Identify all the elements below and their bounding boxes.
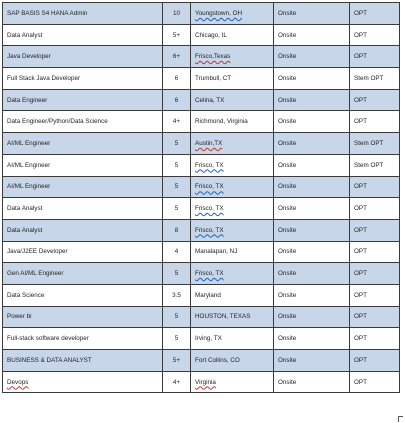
visa-cell — [350, 350, 400, 372]
visa-cell-text: OPT — [354, 96, 367, 104]
experience-cell-text: 6 — [174, 74, 179, 82]
visa-cell-text: OPT — [354, 118, 367, 126]
experience-cell-text: 5+ — [172, 31, 181, 39]
job-title-cell — [3, 219, 163, 241]
page-corner-mark — [398, 416, 403, 422]
job-title-cell — [3, 89, 163, 111]
table-row — [3, 111, 400, 133]
location-cell — [191, 154, 274, 176]
experience-cell — [163, 68, 191, 90]
work-mode-cell-text: Onsite — [278, 31, 297, 39]
work-mode-cell-text: Onsite — [278, 226, 297, 234]
location-cell — [191, 89, 274, 111]
experience-cell — [163, 111, 191, 133]
experience-cell-text: 4 — [174, 248, 179, 256]
experience-cell-text: 8 — [174, 226, 179, 234]
location-cell-text: Celina, TX — [195, 96, 225, 104]
work-mode-cell — [274, 154, 350, 176]
work-mode-cell — [274, 111, 350, 133]
visa-cell-text: Stem OPT — [354, 139, 384, 147]
work-mode-cell — [274, 219, 350, 241]
location-cell — [191, 328, 274, 350]
table-row — [3, 328, 400, 350]
work-mode-cell — [274, 3, 350, 25]
location-cell-text: Frisco, TX — [195, 161, 224, 169]
visa-cell — [350, 219, 400, 241]
table-row — [3, 24, 400, 46]
experience-cell-text: 6+ — [172, 53, 181, 61]
job-title-cell — [3, 263, 163, 285]
visa-cell — [350, 306, 400, 328]
visa-cell — [350, 89, 400, 111]
visa-cell — [350, 111, 400, 133]
experience-cell-text: 5 — [174, 205, 179, 213]
visa-cell — [350, 154, 400, 176]
table-row — [3, 176, 400, 198]
table-row — [3, 263, 400, 285]
location-cell-text: HOUSTON, TEXAS — [195, 313, 251, 321]
work-mode-cell — [274, 263, 350, 285]
location-cell — [191, 111, 274, 133]
job-title-cell — [3, 350, 163, 372]
work-mode-cell-text: Onsite — [278, 118, 297, 126]
job-title-cell — [3, 198, 163, 220]
job-title-cell-text: Power bi — [7, 313, 32, 321]
location-cell-text: Frisco, TX — [195, 270, 224, 278]
experience-cell — [163, 328, 191, 350]
job-title-cell-text: Data Science — [7, 291, 45, 299]
experience-cell-text: 5 — [174, 270, 179, 278]
job-openings-table — [2, 2, 400, 393]
work-mode-cell-text: Onsite — [278, 378, 297, 386]
location-cell-text: Trumbull, CT — [195, 74, 232, 82]
job-title-cell-text: Data Analyst — [7, 205, 43, 213]
work-mode-cell-text: Onsite — [278, 74, 297, 82]
location-cell-text: Richmond, Virginia — [195, 118, 248, 126]
work-mode-cell-text: Onsite — [278, 96, 297, 104]
location-cell — [191, 350, 274, 372]
work-mode-cell-text: Onsite — [278, 161, 297, 169]
experience-cell — [163, 176, 191, 198]
visa-cell — [350, 133, 400, 155]
table-row — [3, 198, 400, 220]
visa-cell — [350, 24, 400, 46]
job-title-cell-text: AI/ML Engineer — [7, 161, 51, 169]
location-cell-text: Chicago, IL — [195, 31, 227, 39]
job-title-cell — [3, 371, 163, 393]
work-mode-cell-text: Onsite — [278, 335, 297, 343]
work-mode-cell — [274, 284, 350, 306]
location-cell — [191, 219, 274, 241]
table-row — [3, 68, 400, 90]
location-cell-text: Frisco,Texas — [195, 53, 231, 61]
experience-cell — [163, 263, 191, 285]
visa-cell — [350, 328, 400, 350]
location-cell-text: Virginia — [195, 378, 216, 386]
work-mode-cell — [274, 68, 350, 90]
table-row — [3, 3, 400, 25]
job-title-cell — [3, 46, 163, 68]
work-mode-cell — [274, 89, 350, 111]
experience-cell — [163, 371, 191, 393]
table-row — [3, 284, 400, 306]
work-mode-cell-text: Onsite — [278, 9, 297, 17]
experience-cell-text: 5 — [174, 161, 179, 169]
visa-cell-text: Stem OPT — [354, 161, 384, 169]
visa-cell-text: OPT — [354, 378, 367, 386]
job-title-cell-text: AI/ML Engineer — [7, 139, 51, 147]
work-mode-cell — [274, 306, 350, 328]
visa-cell-text: OPT — [354, 335, 367, 343]
experience-cell-text: 5 — [174, 183, 179, 191]
job-title-cell-text: Gen AI/ML Engineer — [7, 270, 64, 278]
job-title-cell — [3, 68, 163, 90]
visa-cell — [350, 284, 400, 306]
location-cell-text: Frisco, TX — [195, 183, 224, 191]
work-mode-cell — [274, 198, 350, 220]
work-mode-cell-text: Onsite — [278, 248, 297, 256]
location-cell — [191, 24, 274, 46]
location-cell — [191, 3, 274, 25]
work-mode-cell — [274, 133, 350, 155]
experience-cell — [163, 219, 191, 241]
job-title-cell — [3, 3, 163, 25]
location-cell-text: Manalapan, NJ — [195, 248, 238, 256]
work-mode-cell-text: Onsite — [278, 270, 297, 278]
work-mode-cell-text: Onsite — [278, 291, 297, 299]
experience-cell — [163, 133, 191, 155]
visa-cell — [350, 176, 400, 198]
table-row — [3, 154, 400, 176]
visa-cell-text: OPT — [354, 205, 367, 213]
job-title-cell-text: Java Developer — [7, 53, 51, 61]
job-title-cell — [3, 24, 163, 46]
work-mode-cell — [274, 241, 350, 263]
location-cell-text: Youngstown, OH — [195, 9, 243, 17]
table-row — [3, 371, 400, 393]
location-cell — [191, 371, 274, 393]
experience-cell — [163, 350, 191, 372]
job-title-cell-text: Data Analyst — [7, 226, 43, 234]
experience-cell-text: 5 — [174, 139, 179, 147]
visa-cell-text: OPT — [354, 313, 367, 321]
work-mode-cell — [274, 24, 350, 46]
work-mode-cell-text: Onsite — [278, 139, 297, 147]
visa-cell — [350, 3, 400, 25]
experience-cell-text: 4+ — [172, 378, 181, 386]
job-title-cell-text: Data Analyst — [7, 31, 43, 39]
location-cell — [191, 133, 274, 155]
experience-cell — [163, 284, 191, 306]
visa-cell-text: OPT — [354, 31, 367, 39]
location-cell — [191, 176, 274, 198]
work-mode-cell — [274, 350, 350, 372]
table-row — [3, 350, 400, 372]
location-cell — [191, 46, 274, 68]
table-row — [3, 306, 400, 328]
table-row — [3, 241, 400, 263]
visa-cell — [350, 68, 400, 90]
experience-cell-text: 4+ — [172, 118, 181, 126]
location-cell-text: Maryland — [195, 291, 221, 299]
visa-cell-text: Stem OPT — [354, 74, 384, 82]
job-title-cell — [3, 328, 163, 350]
location-cell-text: Frisco, TX — [195, 205, 224, 213]
visa-cell-text: OPT — [354, 9, 367, 17]
job-title-cell — [3, 241, 163, 263]
location-cell — [191, 241, 274, 263]
experience-cell-text: 6 — [174, 96, 179, 104]
work-mode-cell-text: Onsite — [278, 356, 297, 364]
visa-cell — [350, 263, 400, 285]
visa-cell-text: OPT — [354, 291, 367, 299]
job-title-cell — [3, 111, 163, 133]
job-title-cell-text: Data Engineer/Python/Data Science — [7, 118, 108, 126]
job-title-cell-text: SAP BASIS S4 HANA Admin — [7, 9, 88, 17]
work-mode-cell-text: Onsite — [278, 205, 297, 213]
table-row — [3, 46, 400, 68]
work-mode-cell-text: Onsite — [278, 53, 297, 61]
job-title-cell-text: AI/ML Engineer — [7, 183, 51, 191]
location-cell — [191, 68, 274, 90]
job-title-cell-text: Full Stack Java Developer — [7, 74, 81, 82]
visa-cell-text: OPT — [354, 183, 367, 191]
job-title-cell-text: Java/J2EE Developer — [7, 248, 68, 256]
work-mode-cell — [274, 46, 350, 68]
location-cell — [191, 306, 274, 328]
visa-cell — [350, 371, 400, 393]
experience-cell — [163, 89, 191, 111]
experience-cell — [163, 198, 191, 220]
job-title-cell — [3, 154, 163, 176]
work-mode-cell — [274, 328, 350, 350]
visa-cell — [350, 241, 400, 263]
job-openings-table-body — [3, 3, 400, 393]
location-cell-text: Frisco, TX — [195, 226, 224, 234]
experience-cell — [163, 154, 191, 176]
job-title-cell-text: Full-stack software developer — [7, 335, 89, 343]
work-mode-cell-text: Onsite — [278, 313, 297, 321]
location-cell — [191, 263, 274, 285]
visa-cell-text: OPT — [354, 226, 367, 234]
experience-cell — [163, 306, 191, 328]
experience-cell-text: 3.5 — [172, 291, 181, 299]
job-title-cell — [3, 306, 163, 328]
job-title-cell-text: Data Engineer — [7, 96, 48, 104]
visa-cell-text: OPT — [354, 248, 367, 256]
experience-cell — [163, 46, 191, 68]
location-cell-text: Fort Collins, CO — [195, 356, 240, 364]
visa-cell-text: OPT — [354, 356, 367, 364]
experience-cell-text: 10 — [172, 9, 180, 17]
work-mode-cell — [274, 371, 350, 393]
table-row — [3, 133, 400, 155]
experience-cell-text: 5 — [174, 335, 179, 343]
visa-cell-text: OPT — [354, 270, 367, 278]
visa-cell — [350, 46, 400, 68]
job-title-cell-text: Devops — [7, 378, 29, 386]
location-cell-text: Austin,TX — [195, 139, 223, 147]
job-title-cell — [3, 133, 163, 155]
job-title-cell — [3, 284, 163, 306]
location-cell — [191, 198, 274, 220]
job-title-cell — [3, 176, 163, 198]
table-row — [3, 89, 400, 111]
location-cell — [191, 284, 274, 306]
experience-cell-text: 5+ — [172, 356, 181, 364]
table-row — [3, 219, 400, 241]
experience-cell — [163, 241, 191, 263]
work-mode-cell-text: Onsite — [278, 183, 297, 191]
work-mode-cell — [274, 176, 350, 198]
visa-cell-text: OPT — [354, 53, 367, 61]
location-cell-text: Irving, TX — [195, 335, 222, 343]
experience-cell-text: 5 — [174, 313, 179, 321]
experience-cell — [163, 24, 191, 46]
visa-cell — [350, 198, 400, 220]
job-title-cell-text: BUSINESS & DATA ANALYST — [7, 356, 92, 364]
experience-cell — [163, 3, 191, 25]
